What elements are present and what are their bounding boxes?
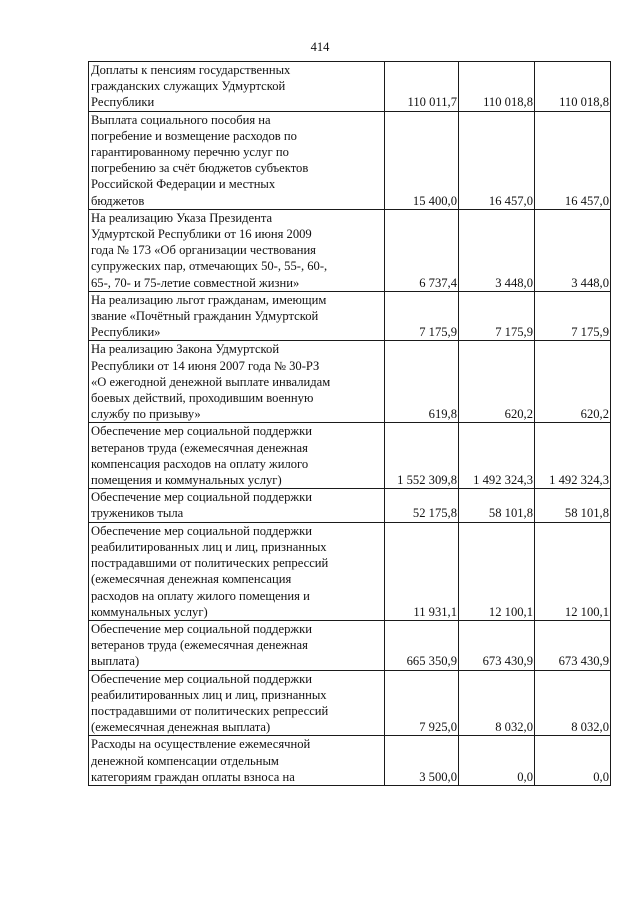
description-line: Республики» [91, 325, 161, 340]
value-cell-col-1: 52 175,8 [385, 489, 459, 522]
description-line: Выплата социального пособия на [91, 112, 271, 127]
description-line: погребению за счёт бюджетов субъектов [91, 161, 309, 176]
table-row [89, 341, 611, 423]
value-cell-col-1: 6 737,4 [385, 209, 459, 291]
description-line: ветеранов труда (ежемесячная денежная [91, 440, 308, 455]
table-row [89, 111, 611, 209]
value-cell-col-2: 7 175,9 [459, 291, 535, 341]
description-line: Республики [91, 95, 155, 110]
row-description [89, 62, 385, 112]
description-line: погребение и возмещение расходов по [91, 128, 297, 143]
value-cell-col-1: 7 175,9 [385, 291, 459, 341]
row-description [89, 341, 385, 423]
value-cell-col-3: 110 018,8 [535, 62, 611, 112]
value-cell-col-2: 58 101,8 [459, 489, 535, 522]
value-cell-col-2: 8 032,0 [459, 670, 535, 736]
description-line: Республики от 14 июня 2007 года № 30-РЗ [91, 358, 320, 373]
description-line: выплата) [91, 654, 140, 669]
description-line: (ежемесячная денежная выплата) [91, 720, 271, 735]
value-cell-col-3: 7 175,9 [535, 291, 611, 341]
budget-table [88, 61, 611, 786]
description-line: гражданских служащих Удмуртской [91, 79, 286, 94]
description-line: ветеранов труда (ежемесячная денежная [91, 638, 308, 653]
table-row [89, 620, 611, 670]
value-cell-col-3: 673 430,9 [535, 620, 611, 670]
row-description [89, 620, 385, 670]
description-line: коммунальных услуг) [91, 604, 208, 619]
page-number: 414 [310, 40, 330, 54]
description-line: «О ежегодной денежной выплате инвалидам [91, 374, 331, 389]
description-line: звание «Почётный гражданин Удмуртской [91, 309, 319, 324]
description-line: тружеников тыла [91, 506, 184, 521]
value-cell-col-1: 3 500,0 [385, 736, 459, 786]
value-cell-col-2: 1 492 324,3 [459, 423, 535, 489]
description-line: Доплаты к пенсиям государственных [91, 63, 291, 77]
description-line: Обеспечение мер социальной поддержки [91, 621, 312, 636]
value-cell-col-2: 620,2 [459, 341, 535, 423]
description-line: (ежемесячная денежная компенсация [91, 572, 292, 587]
value-cell-col-3: 620,2 [535, 341, 611, 423]
value-cell-col-2: 110 018,8 [459, 62, 535, 112]
description-line: Расходы на осуществление ежемесячной [91, 737, 311, 752]
description-line: реабилитированных лиц и лиц, признанных [91, 539, 327, 554]
table-row [89, 209, 611, 291]
table-row [89, 423, 611, 489]
description-line: бюджетов [91, 193, 145, 208]
description-line: боевых действий, проходившим военную [91, 391, 314, 406]
description-line: На реализацию льгот гражданам, имеющим [91, 292, 327, 307]
description-line: супружеских пар, отмечающих 50-, 55-, 60-, [91, 259, 328, 274]
value-cell-col-1: 1 552 309,8 [385, 423, 459, 489]
table-row [89, 736, 611, 786]
value-cell-col-1: 665 350,9 [385, 620, 459, 670]
value-cell-col-3: 0,0 [535, 736, 611, 786]
row-description [89, 670, 385, 736]
value-cell-col-1: 11 931,1 [385, 522, 459, 620]
budget-table-body [89, 62, 611, 786]
table-row [89, 522, 611, 620]
value-cell-col-1: 619,8 [385, 341, 459, 423]
description-line: Обеспечение мер социальной поддержки [91, 424, 312, 439]
value-cell-col-3: 8 032,0 [535, 670, 611, 736]
description-line: года № 173 «Об организации чествования [91, 243, 316, 258]
description-line: расходов на оплату жилого помещения и [91, 588, 310, 603]
value-cell-col-2: 3 448,0 [459, 209, 535, 291]
row-description [89, 291, 385, 341]
value-cell-col-3: 3 448,0 [535, 209, 611, 291]
description-line: На реализацию Указа Президента [91, 210, 273, 225]
description-line: помещения и коммунальных услуг) [91, 473, 282, 488]
description-line: денежной компенсации отдельным [91, 753, 279, 768]
description-line: категориям граждан оплаты взноса на [91, 769, 295, 784]
row-description [89, 522, 385, 620]
description-line: 65-, 70- и 75-летие совместной жизни» [91, 275, 300, 290]
description-line: компенсация расходов на оплату жилого [91, 456, 309, 471]
row-description [89, 209, 385, 291]
value-cell-col-2: 673 430,9 [459, 620, 535, 670]
value-cell-col-3: 16 457,0 [535, 111, 611, 209]
table-row [89, 670, 611, 736]
value-cell-col-3: 12 100,1 [535, 522, 611, 620]
description-line: Обеспечение мер социальной поддержки [91, 671, 312, 686]
row-description [89, 111, 385, 209]
value-cell-col-2: 12 100,1 [459, 522, 535, 620]
value-cell-col-1: 15 400,0 [385, 111, 459, 209]
description-line: Обеспечение мер социальной поддержки [91, 490, 312, 505]
value-cell-col-2: 0,0 [459, 736, 535, 786]
table-row [89, 489, 611, 522]
value-cell-col-1: 7 925,0 [385, 670, 459, 736]
table-row [89, 62, 611, 112]
description-line: реабилитированных лиц и лиц, признанных [91, 687, 327, 702]
description-line: На реализацию Закона Удмуртской [91, 342, 280, 357]
description-line: гарантированному перечню услуг по [91, 145, 289, 160]
row-description [89, 489, 385, 522]
value-cell-col-2: 16 457,0 [459, 111, 535, 209]
description-line: Российской Федерации и местных [91, 177, 276, 192]
description-line: пострадавшими от политических репрессий [91, 556, 329, 571]
value-cell-col-1: 110 011,7 [385, 62, 459, 112]
value-cell-col-3: 1 492 324,3 [535, 423, 611, 489]
row-description [89, 423, 385, 489]
description-line: Обеспечение мер социальной поддержки [91, 523, 312, 538]
table-row [89, 291, 611, 341]
value-cell-col-3: 58 101,8 [535, 489, 611, 522]
description-line: службу по призыву» [91, 407, 201, 422]
description-line: пострадавшими от политических репрессий [91, 703, 329, 718]
description-line: Удмуртской Республики от 16 июня 2009 [91, 227, 312, 242]
row-description [89, 736, 385, 786]
